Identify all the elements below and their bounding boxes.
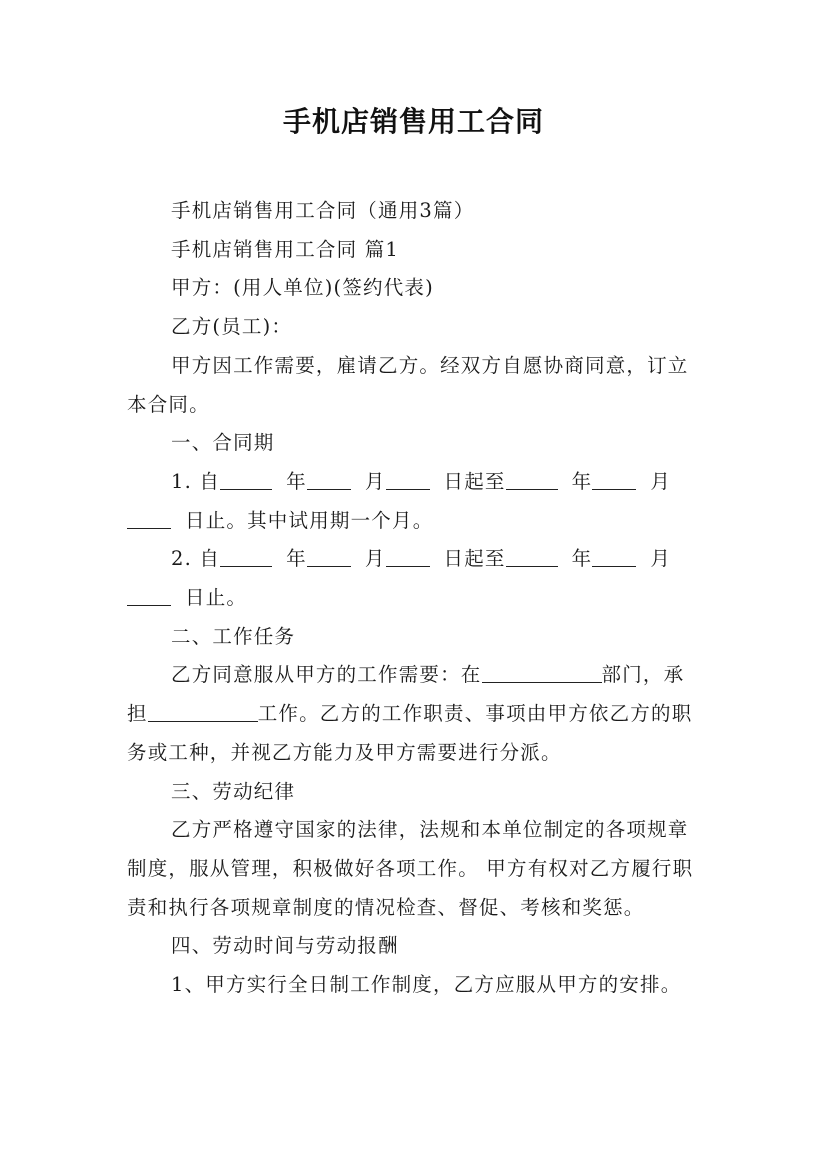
term1-prefix: 1. 自: [171, 469, 221, 493]
document-title: 手机店销售用工合同: [282, 105, 544, 138]
term2-prefix: 2. 自: [171, 547, 221, 571]
section1-heading: 一、合同期: [171, 431, 275, 455]
term1-suffix: 日止。其中试用期一个月。: [185, 508, 434, 532]
part-heading: 手机店销售用工合同 篇1: [171, 237, 400, 261]
term1-month2-label: 月: [650, 469, 672, 493]
section3-heading: 三、劳动纪律: [171, 779, 296, 803]
department-blank[interactable]: [482, 662, 602, 683]
term2-end-day-blank[interactable]: [127, 585, 171, 606]
term1-year2-label: 年: [571, 469, 593, 493]
work-task-paragraph: [127, 656, 703, 772]
discipline-paragraph: 乙方严格遵守国家的法律，法规和本单位制定的各项规章制度，服从管理，积极做好各项工作。 甲方有权对乙方履行职责和执行各项规章制度的情况检查、督促、考核和奖惩。: [127, 818, 694, 919]
document-subtitle: 手机店销售用工合同（通用3篇）: [171, 199, 475, 222]
work-task-text-c: 工作。乙方的工作职责、事项由甲方依乙方的职务或工种，并视乙方能力及甲方需要进行分派。: [127, 702, 693, 764]
term2-month2-label: 月: [650, 547, 672, 571]
working-hours-item-1: 1、甲方实行全日制工作制度，乙方应服从甲方的安排。: [171, 973, 682, 997]
term1-end-month-blank[interactable]: [592, 468, 636, 489]
term2-end-year-blank[interactable]: [506, 546, 558, 567]
term1-year-label: 年: [286, 469, 307, 493]
party-b-line: 乙方(员工)：: [171, 315, 293, 339]
term2-suffix: 日止。: [185, 586, 248, 610]
term2-day-start-label: 日起至: [443, 547, 506, 571]
term1-start-month-blank[interactable]: [307, 468, 351, 489]
work-task-text-a: 乙方同意服从甲方的工作需要：在: [171, 663, 482, 687]
party-a-line: 甲方：(用人单位)(签约代表): [171, 276, 434, 300]
term1-start-day-blank[interactable]: [386, 468, 430, 489]
term1-start-year-blank[interactable]: [220, 468, 272, 489]
job-duty-blank[interactable]: [148, 701, 258, 722]
section2-heading: 二、工作任务: [171, 624, 296, 648]
term2-start-year-blank[interactable]: [220, 546, 272, 567]
term1-end-year-blank[interactable]: [506, 468, 558, 489]
term1-day-start-label: 日起至: [443, 469, 506, 493]
section4-heading: 四、劳动时间与劳动报酬: [171, 934, 399, 958]
contract-term-item-2: [127, 540, 703, 617]
term2-year2-label: 年: [571, 547, 593, 571]
term2-start-day-blank[interactable]: [386, 546, 430, 567]
intro-paragraph: 甲方因工作需要，雇请乙方。经双方自愿协商同意，订立本合同。: [127, 353, 689, 416]
term1-end-day-blank[interactable]: [127, 507, 171, 528]
term2-year-label: 年: [286, 547, 307, 571]
term2-month-label: 月: [364, 547, 386, 571]
term1-month-label: 月: [364, 469, 386, 493]
term2-start-month-blank[interactable]: [307, 546, 351, 567]
contract-term-item-1: [127, 463, 703, 540]
work-task-text-b: 部门，承担: [127, 663, 685, 726]
term2-end-month-blank[interactable]: [592, 546, 636, 567]
document-body: [127, 192, 703, 1005]
